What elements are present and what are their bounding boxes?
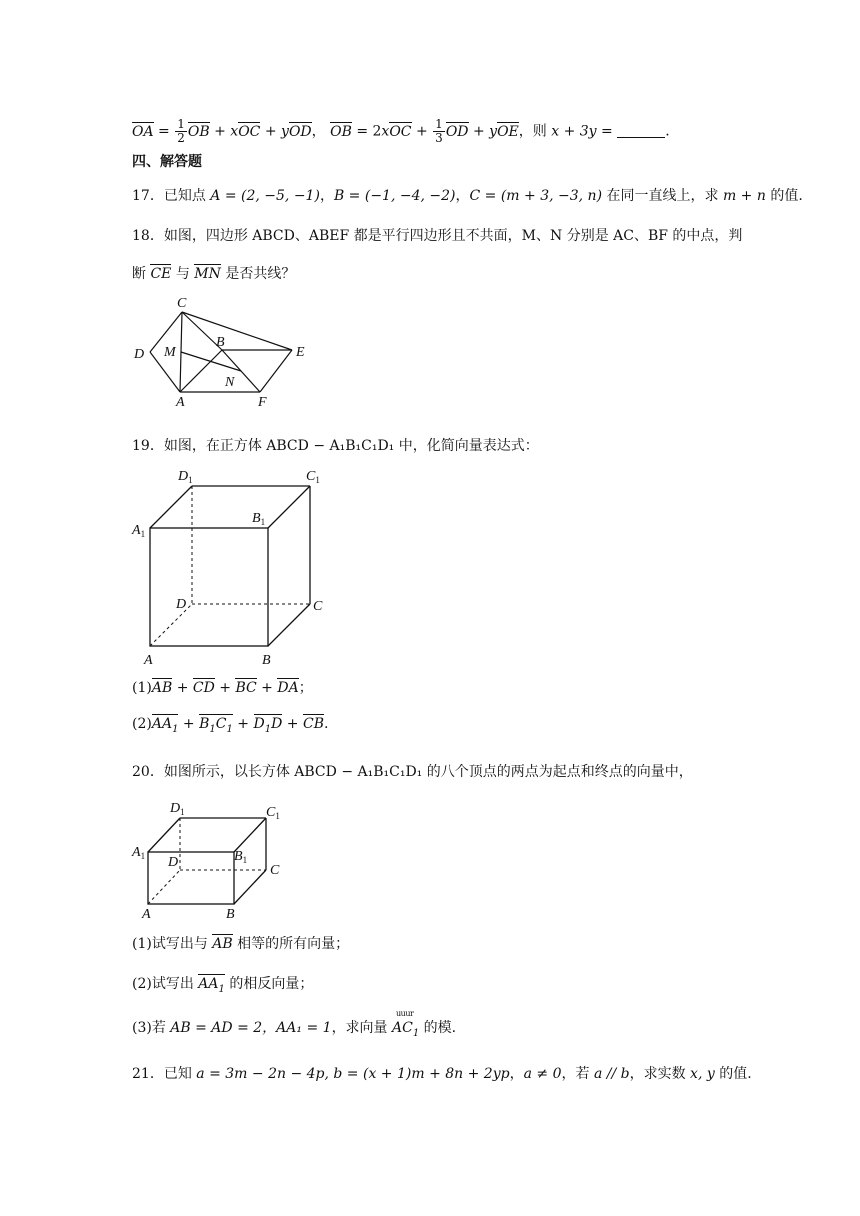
svg-text:B1: $B_1$ [234, 849, 248, 865]
svg-text:C1: $C_1$ [306, 469, 320, 485]
figure-q18 [130, 292, 320, 410]
svg-text:B: B [262, 653, 271, 668]
label-E: E [296, 345, 305, 360]
label-B: B [216, 335, 225, 350]
svg-text:B1: $B_1$ [252, 511, 266, 527]
question-17: 17．已知点 A = (2, −5, −1)，B = (−1, −4, −2)，C = (m + 3, −3, n) 在同一直线上，求 m + n 的值. [132, 188, 803, 204]
answer-blank [617, 137, 665, 138]
svg-text:B: B [226, 907, 235, 922]
question-20: 20．如图所示，以长方体 ABCD − A₁B₁C₁D₁ 的八个顶点的两点为起点和终点的向量中， [132, 764, 693, 780]
question-19: 19．如图，在正方体 ABCD − A₁B₁C₁D₁ 中，化简向量表达式： [132, 438, 539, 454]
question-19-part2: $(2)AA_1 + B_1C_1 + D_1D$ + CB. [132, 714, 328, 740]
uuur-artifact: uuur [396, 1009, 414, 1018]
label-A: A [176, 395, 185, 410]
svg-text:D: D [176, 597, 187, 612]
label-M: M [164, 345, 176, 360]
svg-text:C1: $C_1$ [266, 805, 280, 821]
svg-text:D1: $D_1$ [170, 801, 185, 817]
question-19-part1: (1)AB + CD + BC + DA； [132, 680, 313, 696]
label-F: F [258, 395, 267, 410]
label-N: N [225, 375, 235, 390]
figure-q19-cube [130, 462, 340, 670]
svg-text:C: C [270, 863, 280, 878]
section-heading: 四、解答题 [132, 154, 202, 170]
svg-text:A: A [144, 653, 153, 668]
svg-text:D1: $D_1$ [178, 469, 193, 485]
question-20-part3: (3)若 AB = AD = 2，AA₁ = 1，求向量 uuur $AC_1$ 的模. [132, 1018, 456, 1044]
q16-expression-line: OA = $\frac{1}{2}$ OB + xOC + yOD， OB = 2xOC + $\frac{1}{3}$ OD + yOE，则 x + 3y = . [132, 117, 670, 145]
question-21: 21．已知 a = 3m − 2n − 4p, b = (x + 1)m + 8n + 2yp，a ≠ 0，若 a // b，求实数 x, y 的值. [132, 1066, 752, 1082]
label-C: C [177, 296, 187, 311]
figure-q20-box [130, 794, 290, 922]
question-18-line2: 断 CE 与 MN 是否共线？ [132, 266, 296, 282]
svg-text:A1: $A_1$ [132, 523, 146, 539]
label-D: D [134, 347, 145, 362]
svg-text:D: D [168, 855, 179, 870]
question-20-part1: (1)试写出与 AB 相等的所有向量； [132, 936, 350, 952]
svg-text:A1: $A_1$ [132, 845, 146, 861]
svg-text:A: A [142, 907, 151, 922]
question-18-line1: 18．如图，四边形 ABCD、ABEF 都是平行四边形且不共面，M、N 分别是 AC、BF 的中点，判 [132, 228, 743, 244]
svg-text:C: C [313, 599, 323, 614]
q16-expr: x + 3y = [551, 123, 613, 140]
question-20-part2: (2)试写出 $AA_1$ 的相反向量； [132, 974, 313, 1000]
